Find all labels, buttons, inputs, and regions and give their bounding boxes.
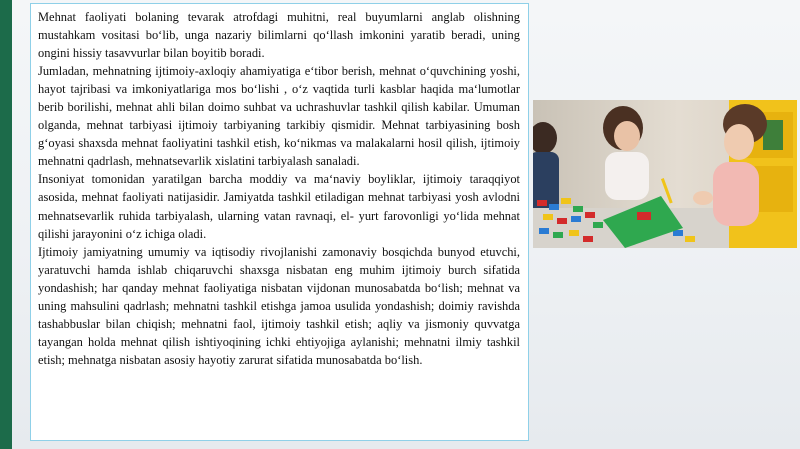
children-lego-photo xyxy=(533,100,797,248)
paragraph-2: Jumladan, mehnatning ijtimoiy-axloqiy ahamiyatiga eʻtibor berish, mehnat oʻquvchining yoshi, hayot tajribasi va imkoniyatlariga mos boʻlishi , oʻz vaqtida turli kasblar haqida maʻlumotlar berib borilishi, mehnat ahli bilan doimo suhbat va uchrashuvlar tashkil qilish kabilar. Umuman olganda, mehnat tarbiyasi ijtimoiy tarbiyaning tarkibiy qismidir. Mehnat tarbiyasining bosh gʻoyasi shaxsda mehnat faoliyatini tashkil etish, koʻnikmas va malakalarni hosil qilish, ijtimoiy mehnatni qadrlash, mehnatsevarlik xislatini tarbiyalash sanaladi. xyxy=(38,64,520,169)
paragraph-4: Ijtimoiy jamiyatning umumiy va iqtisodiy rivojlanishi zamonaviy bosqichda bunyod etuvchi, yaratuvchi hamda ishlab chiqaruvchi shaxsga nisbatan eng muhim ijtimoiy burch sifatida yondashish; har qanday mehnat faoliyatiga nisbatan vijdonan munosabatda boʻlish; mehnat va uning mahsulini qadrlash; mehnatni tashkil etishga jamoa usulida yondashish; doimiy ravishda tashabbuslar bilan chiqish; mehnatni faol, ijtimoiy tashkil etish; aqliy va jismoniy quvvatga tayangan holda mehnat qilish ishtiyoqining ichki ehtiyojiga aylanishi; mehnatni ilmiy tashkil etish; mehnatga nisbatan asosiy hayotiy zarurat sifatida munosabatda boʻlish. xyxy=(38,244,520,367)
paragraph-3: Insoniyat tomonidan yaratilgan barcha moddiy va maʻnaviy boyliklar, ijtimoiy taraqqiyot asosida, mehnat faoliyati natijasidir. Jamiyatda tashkil etiladigan mehnat tarbiyasi yosh avlodni mehnatsevarlik ruhida tarbiyalash, ularning vatan ravnaqi, el- yurt farovonligi yoʻlida mehnat qilishi jarayonini oʻz ichiga oladi. xyxy=(38,172,520,241)
text-content-box xyxy=(30,3,529,441)
paragraph-1: Mehnat faoliyati bolaning tevarak atrofdagi muhitni, real buyumlarni anglab olishning mustahkam vositasi boʻlib, unga nazariy bilimlarni qoʻllash imkonini yaratib beradi, uning ongini hissiy tasavvurlar bilan boyitib boradi. xyxy=(38,10,520,61)
slide-accent-bar xyxy=(0,0,12,449)
